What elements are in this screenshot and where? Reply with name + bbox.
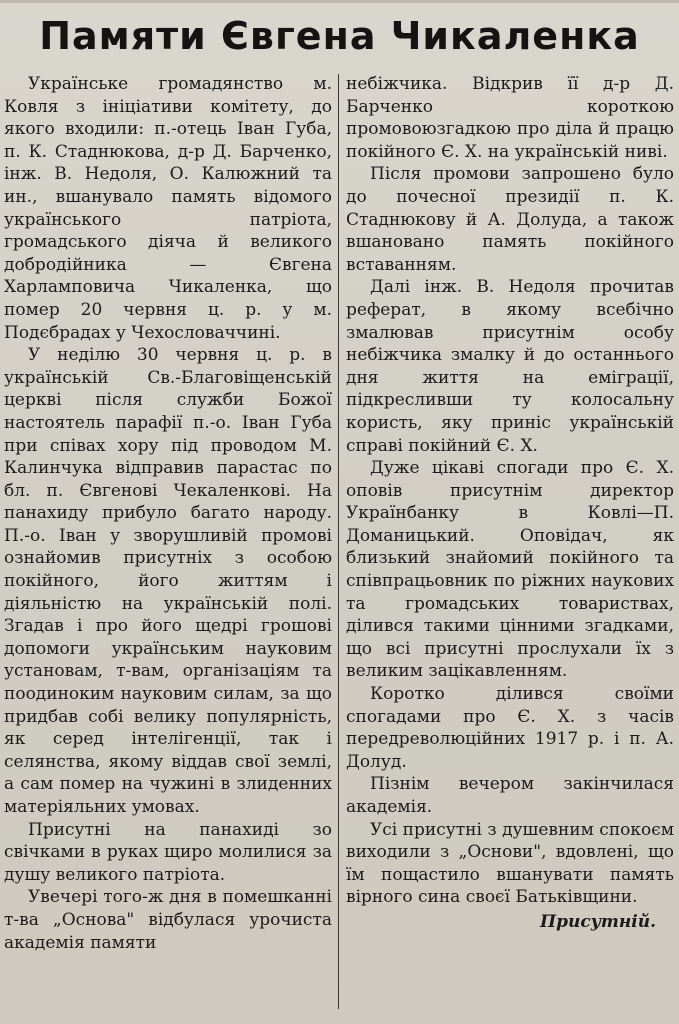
paragraph: Далі інж. В. Недоля прочитав реферат, в якому всебічно змалював присутнім особу небіжчика змалку й до останнього дня життя на еміграції, підкресливши ту колосальну користь, яку приніс українській справі покійний Є. Х.: [346, 277, 674, 456]
paragraph: Присутні на панахиді зо свічками в руках щиро молилися за душу великого патріота.: [4, 819, 332, 885]
right-column: [346, 73, 674, 934]
paragraph: Українське громадянство м. Ковля з ініціативи комітету, до якого входили: п.-отець Іван Губа, п. К. Стаднюкова, д-р Д. Барченко, інж. В. Недоля, О. Калюжний та ин., вшанувало память відомого українського патріота, громадського діяча й великого добродійника — Євгена Харламповича Чикаленка, що помер 20 червня ц. р. у м. Подєбрадах у Чехословаччині.: [4, 74, 332, 343]
author-signature: Присутній.: [540, 911, 656, 932]
paragraph: Коротко ділився своїми спогадами про Є. Х. з часів передреволюційних 1917 р. і п. А. Долуд.: [346, 684, 674, 772]
paragraph: небіжчика. Відкрив її д-р Д. Барченко короткою промовоюзгадкою про діла й працю покійного Є. Х. на українській ниві.: [346, 74, 674, 162]
column-divider: [338, 74, 339, 1009]
left-column: [4, 73, 332, 954]
paragraph: Дуже цікаві спогади про Є. Х. оповів присутнім директор Українбанку в Ковлі—П. Доманицький. Оповідач, як близький знайомий покійного та співпрацьовник по ріжних наукових та громадських товариствах, ділився такими цінними згадками, що всі присутні прослухали їх з великим зацікавленням.: [346, 458, 674, 682]
paragraph: У неділю 30 червня ц. р. в українській Св.-Благовіщенській церкві після служби Божої настоятель парафії п.-о. Іван Губа при співах хору під проводом М. Калинчука відправив парастас по бл. п. Євгенові Чекаленкові. На панахиду прибуло багато народу. П.-о. Іван у зворушливій промові ознайомив присутніх з особою покійного, його життям і діяльністю на українській полі. Згадав і про його щедрі грошові допомоги українським науковим установам, т-вам, організаціям та поодиноким науковим силам, за що придбав собі велику популярність, як серед інтелігенції, так і селянства, якому віддав свої землі, а сам помер на чужині в злиденних матеріяльних умовах.: [4, 345, 332, 817]
article-title: Памяти Євгена Чикаленка: [39, 14, 640, 58]
paragraph: Увечері того-ж дня в помешканні т-ва „Основа" відбулася урочиста академія памяти: [4, 887, 332, 953]
paragraph: Пізнім вечером закінчилася академія.: [346, 774, 674, 817]
paragraph: Після промови запрошено було до почесної президії п. К. Стаднюкову й А. Долуда, а також вшановано память покійного вставанням.: [346, 164, 674, 275]
paragraph: Усі присутні з душевним спокоєм виходили з „Основи", вдовлені, що їм пощастило вшанувати память вірного сина своєї Батьківщини.: [346, 819, 674, 908]
top-border: [0, 0, 679, 3]
